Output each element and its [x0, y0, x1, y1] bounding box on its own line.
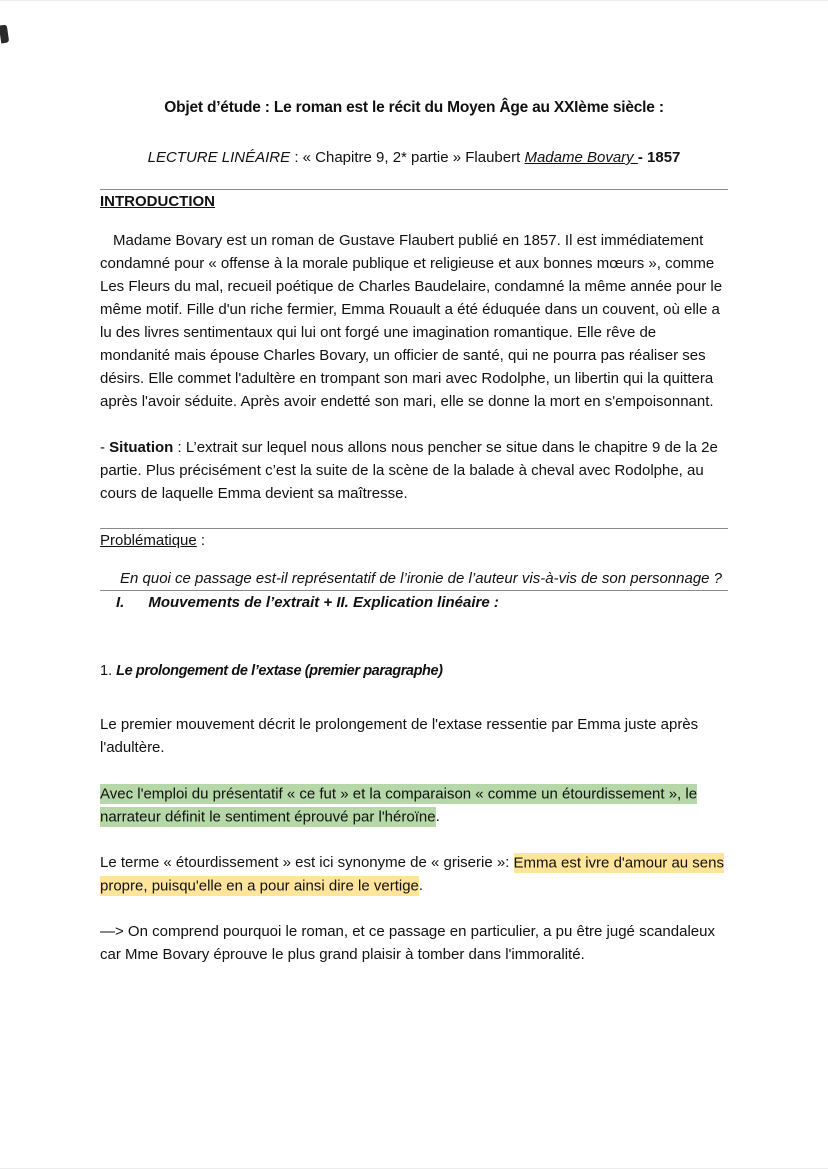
part1-paragraph-2 [100, 782, 728, 828]
part1-paragraph-2-end: . [435, 808, 440, 825]
problematique-colon: : [196, 532, 206, 549]
document-title: Objet d’étude : Le roman est le récit du Moyen Âge au XXIème siècle : [164, 99, 664, 116]
subtitle-year: - 1857 [637, 149, 681, 166]
part1-paragraph-3 [100, 851, 728, 897]
page-corner-artifact [0, 25, 9, 44]
yellow-highlighted-text: Emma est ivre d'amour au sens propre, puisqu'elle en a pour ainsi dire le vertige [100, 854, 724, 894]
green-highlighted-text: Avec l'emploi du présentatif « ce fut » et la comparaison « comme un étourdissement », le narrateur définit le sentiment éprouvé par l'héroïne [100, 785, 698, 825]
part1-paragraph-3-plain: Le terme « étourdissement » est ici synonyme de « griserie »: [100, 854, 514, 871]
situation-text: : L’extrait sur lequel nous allons nous pencher se situe dans le chapitre 9 de la 2e partie. Plus précisément c’est la suite de la scène de la balade à cheval avec Rodolphe, au cours de laquelle Emma devient sa maîtresse. [100, 439, 718, 502]
part1-number: 1. [100, 663, 117, 679]
part1-title: Le prolongement de l’extase (premier paragraphe) [116, 663, 443, 679]
movements-heading-text: Mouvements de l’extrait + II. Explication linéaire : [148, 594, 499, 611]
problematique-heading [100, 529, 728, 552]
situation-paragraph [100, 436, 728, 505]
document-subtitle [100, 146, 728, 169]
part1-paragraph-3-end: . [418, 877, 424, 894]
introduction-paragraph: Madame Bovary est un roman de Gustave Flaubert publié en 1857. Il est immédiatement condamné pour « offense à la morale publique et religieuse et aux bonnes mœurs », comme Les Fleurs du mal, recueil poétique de Charles Baudelaire, condamné la même année pour le même motif. Fille d'un riche fermier, Emma Rouault a été éduquée dans un couvent, où elle a lu des livres sentimentaux qui lui ont forgé une imagination romantique. Elle rêve de mondanité mais épouse Charles Bovary, un officier de santé, qui ne pourra pas réaliser ses désirs. Elle commet l'adultère en trompant son mari avec Rodolphe, un libertin qui la quittera après l'avoir séduite. Après avoir endetté son mari, elle se donne la mort en s'empoisonnant. [100, 232, 723, 410]
problematique-label-text: Problématique [100, 532, 197, 549]
situation-label: Situation [109, 439, 174, 456]
part1-heading [100, 660, 728, 683]
subtitle-lecture-lineaire: LECTURE LINÉAIRE [147, 149, 291, 166]
part1-paragraph-4: —> On comprend pourquoi le roman, et ce passage en particulier, a pu être jugé scandaleux car Mme Bovary éprouve le plus grand plaisir à tomber dans l'immoralité. [100, 923, 715, 963]
movements-heading [100, 591, 728, 614]
problematique-question: En quoi ce passage est-il représentatif de l’ironie de l’auteur vis-à-vis de son personnage ? [120, 570, 723, 587]
movements-numeral: I. [116, 594, 125, 611]
part1-paragraph-1: Le premier mouvement décrit le prolongement de l'extase ressentie par Emma juste après l'adultère. [100, 716, 699, 756]
subtitle-chapter-info: : « Chapitre 9, 2* partie » Flaubert [290, 149, 525, 166]
situation-dash: - [100, 439, 110, 456]
introduction-heading: INTRODUCTION [100, 193, 215, 210]
subtitle-book-title: Madame Bovary [524, 149, 638, 166]
